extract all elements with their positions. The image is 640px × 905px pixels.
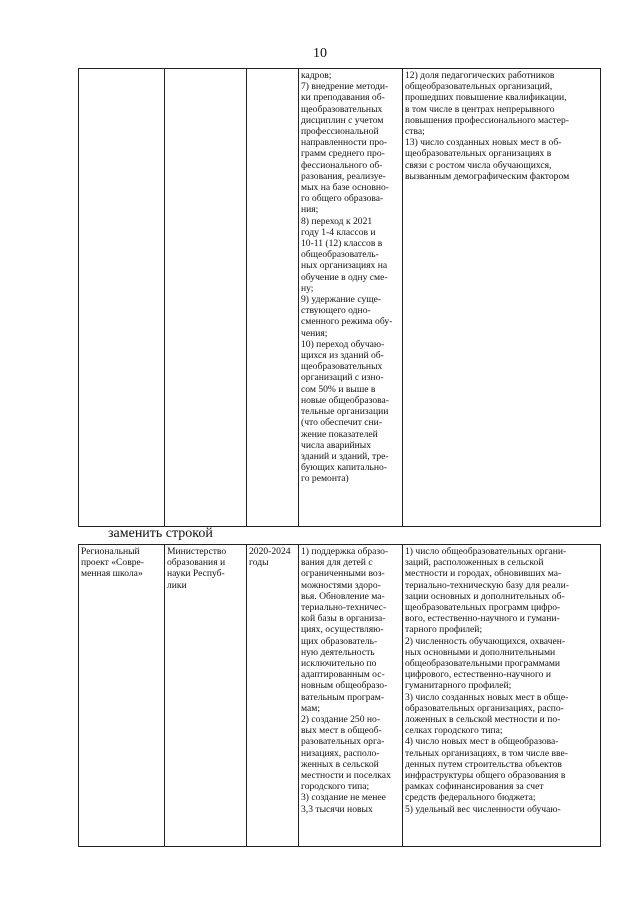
text-line: 1) поддержка образо- — [301, 546, 389, 557]
text-line: щеобразовательных программ цифро- — [405, 602, 561, 614]
text-line: ных организациях на — [301, 260, 388, 272]
text-line: ния; — [301, 204, 319, 216]
text-line: местности и городах, обновивших ма- — [405, 568, 562, 580]
text-line: числа аварийных — [301, 439, 372, 451]
text-line: 4) число новых мест в общеобразова- — [405, 736, 559, 748]
text-line: щихся из зданий об- — [301, 350, 384, 362]
text-line: вания для детей с — [301, 557, 373, 569]
text-line: заций, расположенных в сельской — [405, 557, 544, 569]
text-line: профессиональной — [301, 126, 379, 138]
text-line: прошедших повышение квалификации, — [405, 92, 567, 104]
text-line: 3) создание не менее — [301, 792, 386, 804]
text-line: ну; — [301, 282, 314, 294]
text-line: в том числе в центрах непрерывного — [405, 103, 555, 115]
text-line: 8) переход к 2021 — [301, 215, 373, 227]
text-line: вых мест в общеоб- — [301, 725, 382, 737]
text-line: тельных организациях, в том числе вве- — [405, 747, 568, 759]
table-cell-empty — [79, 69, 165, 527]
table-row — [79, 69, 601, 527]
text-line: рамках софинансирования за счет — [405, 781, 544, 793]
text-line: 10) переход обучаю- — [301, 338, 385, 350]
text-line: низациях, располо- — [301, 747, 380, 759]
text-line: цифрового, естественно-научного и — [405, 669, 551, 681]
text-line: сменного режима обу- — [301, 316, 393, 328]
text-line: 2020-2024 — [249, 546, 291, 557]
text-line: средств федерального бюджета; — [405, 792, 536, 804]
text-line: проект «Совре- — [81, 557, 145, 569]
text-line: вья. Обновление ма- — [301, 590, 385, 602]
text-line: адаптированным ос- — [301, 669, 385, 681]
text-line: ную деятельность — [301, 646, 375, 658]
text-line: ложенных в сельской местности и по- — [405, 714, 561, 726]
text-line: общеобразовательных организаций, — [405, 81, 553, 93]
text-line: зации основных и дополнительных об- — [405, 590, 565, 602]
table-replacement — [78, 544, 601, 847]
text-line: ограниченными воз- — [301, 568, 385, 580]
text-line: териально-техничес- — [301, 602, 387, 614]
activities-cell — [299, 545, 403, 847]
text-line: организаций с изно- — [301, 372, 384, 384]
text-line: селках городского типа; — [405, 725, 503, 737]
text-line: менная школа» — [81, 568, 143, 580]
text-line: щеобразовательных — [301, 103, 383, 115]
period-cell — [247, 545, 299, 847]
text-line: году 1-4 классов и — [301, 226, 376, 238]
text-line: жение показателей — [301, 428, 378, 440]
text-line: бующих капитально- — [301, 462, 388, 474]
text-line: 5) удельный вес численности обучаю- — [405, 803, 561, 815]
text-line: 10-11 (12) классов в — [301, 238, 383, 250]
text-line: 3) число созданных новых мест в обще- — [405, 691, 569, 703]
text-line: териально-техническую базу для реали- — [405, 579, 569, 591]
text-line: новые общеобразова- — [301, 394, 390, 406]
table-cell-empty — [165, 69, 247, 527]
text-line: ствующего одно- — [301, 305, 371, 317]
page-number: 10 — [313, 46, 327, 61]
text-line: вызванным демографическим фактором — [405, 170, 570, 182]
text-line: ства; — [405, 126, 425, 138]
text-line: Региональный — [81, 546, 140, 557]
text-line: 2) создание 250 но- — [301, 714, 381, 726]
text-line: мых на базе основно- — [301, 182, 389, 194]
text-line: щеобразовательных — [301, 361, 383, 373]
table-row — [79, 545, 601, 847]
indicators-cell — [403, 545, 601, 847]
text-line: кадров; — [301, 70, 332, 81]
text-line: 12) доля педагогических работников — [405, 70, 555, 81]
text-line: 7) внедрение методи- — [301, 81, 389, 93]
text-line: го ремонта) — [301, 473, 349, 485]
text-line: годы — [249, 557, 269, 569]
text-line: исключительно по — [301, 658, 377, 670]
text-line: местности и поселках — [301, 770, 391, 782]
text-line: гуманитарного профилей; — [405, 680, 512, 692]
text-line: связи с ростом числа обучающихся, — [405, 159, 552, 171]
text-line: кой базы в организа- — [301, 613, 386, 625]
text-line: новным общеобразо- — [301, 680, 388, 692]
text-line: образования и — [167, 557, 226, 569]
text-line: городского типа; — [301, 781, 370, 793]
text-line: зданий и зданий, тре- — [301, 450, 389, 462]
text-line: дисциплин с учетом — [301, 114, 384, 126]
text-line: фессионального об- — [301, 159, 383, 171]
text-line: 3,3 тысячи новых — [301, 803, 373, 815]
text-line: общеобразовательными программами — [405, 658, 561, 670]
text-line: ки преподавания об- — [301, 92, 385, 104]
text-line: инфраструктуры общего образования в — [405, 770, 566, 782]
table-cell-empty — [247, 69, 299, 527]
text-line: щеобразовательных организациях в — [405, 148, 552, 160]
text-line: тарного профилей; — [405, 624, 483, 636]
text-line: лики — [167, 579, 187, 591]
text-line: 13) число созданных новых мест в об- — [405, 137, 562, 149]
text-line: разования, реализуе- — [301, 170, 386, 182]
text-line: (что обеспечит сни- — [301, 417, 383, 429]
text-line: повышения профессионального мастер- — [405, 114, 569, 126]
text-line: чения; — [301, 327, 328, 339]
responsible-cell — [165, 545, 247, 847]
text-line: образовательных организациях, распо- — [405, 702, 564, 714]
text-line: 9) удержание суще- — [301, 294, 382, 306]
text-line: ных основными и дополнительными — [405, 646, 556, 658]
text-line: обучение в одну сме- — [301, 271, 388, 283]
text-line: направленности про- — [301, 137, 388, 149]
text-line: щих образователь- — [301, 635, 378, 647]
text-line: Министерство — [167, 546, 227, 557]
text-line: циях, осуществляю- — [301, 624, 384, 636]
text-line: можностями здоро- — [301, 579, 381, 591]
text-line: вого, естественно-научного и гумани- — [405, 613, 560, 625]
text-line: вательным програм- — [301, 691, 385, 703]
replace-caption: заменить строкой — [108, 526, 213, 541]
project-name-cell — [79, 545, 165, 847]
text-line: сом 50% и выше в — [301, 383, 376, 395]
text-line: науки Респуб- — [167, 568, 225, 580]
text-line: го общего образова- — [301, 193, 384, 205]
table-continuation — [78, 68, 601, 527]
text-line: общеобразователь- — [301, 249, 379, 261]
text-line: 2) численность обучающихся, охвачен- — [405, 635, 566, 647]
text-line: 1) число общеобразовательных органи- — [405, 546, 567, 557]
text-line: грамм среднего про- — [301, 148, 385, 160]
text-line: разовательных орга- — [301, 736, 385, 748]
indicators-cell — [403, 69, 601, 527]
text-line: денных путем строительства объектов — [405, 758, 562, 770]
text-line: тельные организации — [301, 406, 389, 418]
activities-cell — [299, 69, 403, 527]
text-line: мам; — [301, 702, 321, 714]
text-line: женных в сельской — [301, 758, 379, 770]
